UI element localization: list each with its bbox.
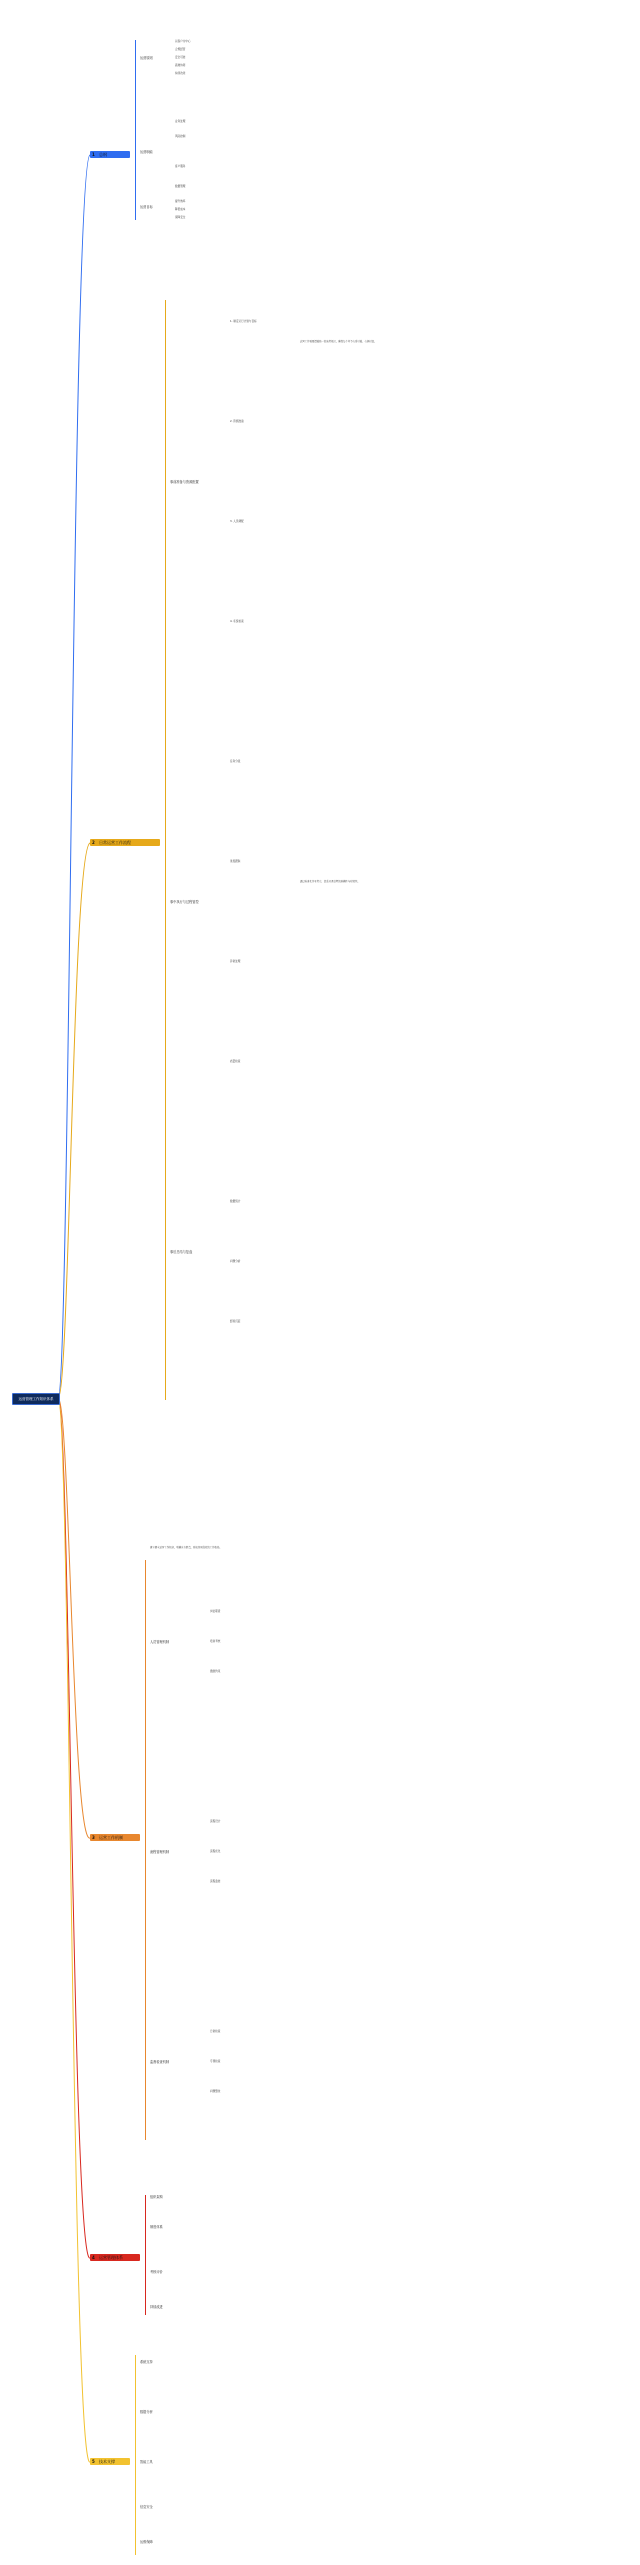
- s5-branch-b[interactable]: 数据分析: [140, 2410, 153, 2414]
- s5-branch-d[interactable]: 信息安全: [140, 2505, 153, 2509]
- section-4-num: 4: [92, 2255, 95, 2260]
- s3-a-sub-1: 培训考核: [210, 1640, 221, 1643]
- s2-branch-c[interactable]: 事后总结与复盘: [170, 1250, 193, 1254]
- s2-c-sub-0: 数据统计: [230, 1200, 241, 1203]
- section-1-num: 1: [92, 152, 95, 157]
- s1-branch-b[interactable]: 运营职能: [140, 150, 153, 154]
- section-5-label: 技术支撑: [99, 2459, 115, 2464]
- s4-branch-d[interactable]: 持续改进: [150, 2305, 163, 2309]
- section-3[interactable]: [90, 1834, 140, 1841]
- s1-a-item-1: 合规经营: [175, 48, 186, 51]
- s1-c-item-2: 保障安全: [175, 216, 186, 219]
- s2-c-sub-1: 问题分析: [230, 1260, 241, 1263]
- s1-a-item-2: 安全可控: [175, 56, 186, 59]
- root-node[interactable]: 运营管理工作知识体系: [12, 1393, 60, 1405]
- s4-branch-c[interactable]: 考核评价: [150, 2270, 163, 2274]
- s2-b-sub-2: 异常处理: [230, 960, 241, 963]
- s1-c-item-1: 降低成本: [175, 208, 186, 211]
- s1-a-item-4: 持续改进: [175, 72, 186, 75]
- s3-branch-line: [145, 1560, 146, 2140]
- s4-branch-a[interactable]: 组织架构: [150, 2195, 163, 2199]
- section-1-label: 总纲: [99, 152, 107, 157]
- section-3-label: 运营工作机制: [99, 1835, 123, 1840]
- s3-b-sub-1: 流程优化: [210, 1850, 221, 1853]
- s2-c-sub-2: 经验沉淀: [230, 1320, 241, 1323]
- s1-b-item-2: 客户服务: [175, 165, 186, 168]
- s1-a-item-0: 以客户为中心: [175, 40, 191, 43]
- section-1[interactable]: [90, 151, 130, 158]
- s3-c-sub-0: 日常检查: [210, 2030, 221, 2033]
- s2-a-sub-1: 2. 资源准备: [230, 420, 244, 423]
- s2-paragraph-2: 通过标准化作业程序，提高业务处理的准确性与时效性。: [300, 880, 360, 883]
- s3-c-sub-1: 专项检查: [210, 2060, 221, 2063]
- s4-branch-line: [145, 2195, 146, 2315]
- s2-branch-line: [165, 300, 166, 1400]
- s3-branch-b[interactable]: 流程管理机制: [150, 1850, 170, 1854]
- s3-branch-a[interactable]: 人员管理机制: [150, 1640, 170, 1644]
- s2-branch-a[interactable]: 事前准备与资源配置: [170, 480, 199, 484]
- section-3-num: 3: [92, 1835, 95, 1840]
- s3-a-sub-2: 激励约束: [210, 1670, 221, 1673]
- s5-branch-a[interactable]: 系统支持: [140, 2360, 153, 2364]
- section-2[interactable]: [90, 839, 160, 846]
- s1-branch-a[interactable]: 运营原则: [140, 56, 153, 60]
- s3-b-sub-0: 流程设计: [210, 1820, 221, 1823]
- s3-paragraph-1: 建立健全运营工作机制，明确各方职责，形成协同高效的工作格局。: [150, 1546, 222, 1549]
- s2-a-sub-2: 3. 人员调配: [230, 520, 244, 523]
- s1-c-item-0: 提升效率: [175, 200, 186, 203]
- s2-a-sub-3: 4. 系统检查: [230, 620, 244, 623]
- s2-b-sub-0: 任务分派: [230, 760, 241, 763]
- s5-branch-e[interactable]: 运维保障: [140, 2540, 153, 2544]
- section-2-label: 日常运营工作流程: [99, 840, 131, 845]
- s2-a-sub-0: 1. 制定运行计划与目标: [230, 320, 257, 323]
- s3-c-sub-2: 问题整改: [210, 2090, 221, 2093]
- s1-b-item-0: 业务处理: [175, 120, 186, 123]
- section-4[interactable]: [90, 2254, 140, 2261]
- s1-b-item-1: 风险控制: [175, 135, 186, 138]
- s3-branch-c[interactable]: 监督检查机制: [150, 2060, 170, 2064]
- s3-b-sub-2: 流程监控: [210, 1880, 221, 1883]
- s5-branch-line: [135, 2355, 136, 2555]
- s1-b-item-3: 数据管理: [175, 185, 186, 188]
- s1-branch-line: [135, 40, 136, 220]
- section-2-num: 2: [92, 840, 95, 845]
- s4-branch-b[interactable]: 制度体系: [150, 2225, 163, 2229]
- section-5[interactable]: [90, 2458, 130, 2465]
- section-4-label: 运营管理体系: [99, 2255, 123, 2260]
- s3-a-sub-0: 岗位职责: [210, 1610, 221, 1613]
- section-5-num: 5: [92, 2459, 95, 2464]
- s1-a-item-3: 高效协同: [175, 64, 186, 67]
- s2-b-sub-3: 质量检查: [230, 1060, 241, 1063]
- s5-branch-c[interactable]: 智能工具: [140, 2460, 153, 2464]
- s1-branch-c[interactable]: 运营目标: [140, 205, 153, 209]
- s2-b-sub-1: 进度跟踪: [230, 860, 241, 863]
- s2-paragraph-1: 运营工作需要遵循统一的流程规范，确保每个环节有章可循、有据可查。: [300, 340, 377, 343]
- s2-branch-b[interactable]: 事中执行与过程管控: [170, 900, 199, 904]
